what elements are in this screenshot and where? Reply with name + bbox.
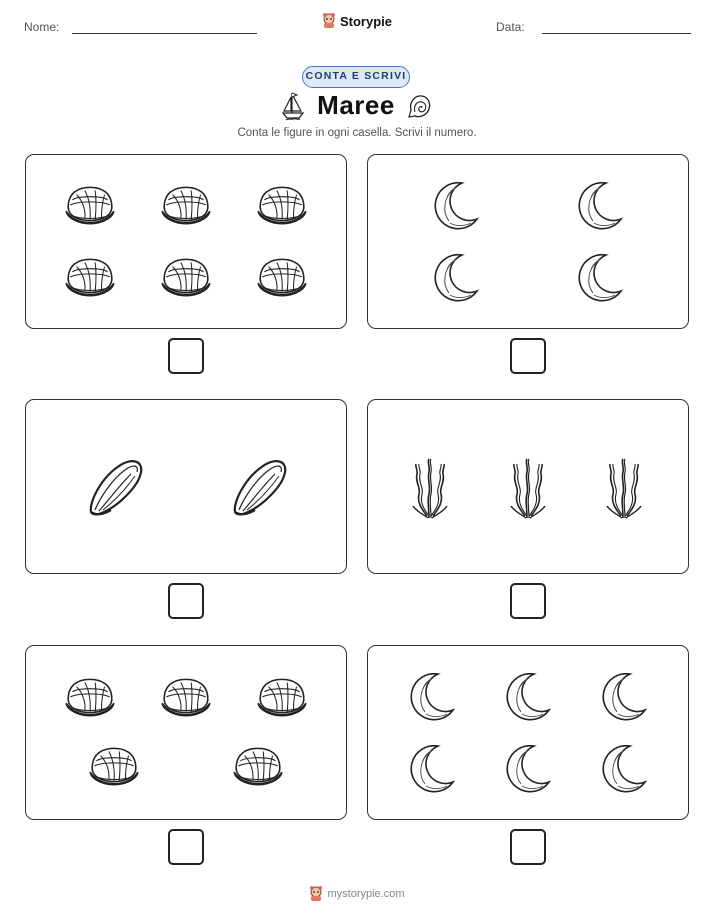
- moon-icon: [431, 179, 481, 233]
- storypie-logo-icon: [322, 13, 336, 29]
- seaweed-icon: [407, 456, 451, 520]
- name-label: Nome:: [24, 20, 60, 34]
- moon-icon: [599, 742, 649, 796]
- snail-shell-icon: [407, 92, 433, 120]
- moon-icon: [431, 251, 481, 305]
- answer-box-1[interactable]: [168, 338, 204, 374]
- clam-icon: [63, 254, 117, 300]
- moon-icon: [407, 742, 457, 796]
- count-card-2: [367, 154, 689, 329]
- count-card-3: [25, 399, 347, 574]
- clam-icon: [159, 182, 213, 228]
- sailboat-icon: [281, 91, 305, 121]
- footer: [0, 886, 714, 905]
- title-row: [0, 90, 714, 121]
- clam-icon: [159, 254, 213, 300]
- clam-icon: [87, 743, 141, 789]
- answer-box-2[interactable]: [510, 338, 546, 374]
- clam-icon: [63, 182, 117, 228]
- count-card-4: [367, 399, 689, 574]
- count-card-6: [367, 645, 689, 820]
- page-title: Maree: [317, 90, 395, 120]
- seaweed-icon: [601, 456, 645, 520]
- brand: [0, 13, 714, 34]
- count-card-5: [25, 645, 347, 820]
- answer-box-6[interactable]: [510, 829, 546, 865]
- mussel-icon: [229, 456, 289, 518]
- activity-badge: CONTA E SCRIVI: [302, 66, 410, 88]
- clam-icon: [63, 674, 117, 720]
- brand-name: Storypie: [339, 13, 392, 29]
- answer-box-3[interactable]: [168, 583, 204, 619]
- instructions: Conta le figure in ogni casella. Scrivi il numero.: [237, 127, 477, 139]
- clam-icon: [255, 182, 309, 228]
- moon-icon: [575, 251, 625, 305]
- clam-icon: [231, 743, 285, 789]
- moon-icon: [503, 742, 553, 796]
- count-card-1: [25, 154, 347, 329]
- mussel-icon: [85, 456, 145, 518]
- moon-icon: [575, 179, 625, 233]
- clam-icon: [159, 674, 213, 720]
- answer-box-5[interactable]: [168, 829, 204, 865]
- moon-icon: [599, 670, 649, 724]
- date-label: Data:: [496, 20, 525, 34]
- answer-box-4[interactable]: [510, 583, 546, 619]
- moon-icon: [503, 670, 553, 724]
- seaweed-icon: [505, 456, 549, 520]
- clam-icon: [255, 674, 309, 720]
- storypie-logo-icon: [309, 886, 323, 902]
- date-field[interactable]: [542, 33, 691, 34]
- footer-url[interactable]: mystorypie.com: [327, 888, 405, 900]
- moon-icon: [407, 670, 457, 724]
- clam-icon: [255, 254, 309, 300]
